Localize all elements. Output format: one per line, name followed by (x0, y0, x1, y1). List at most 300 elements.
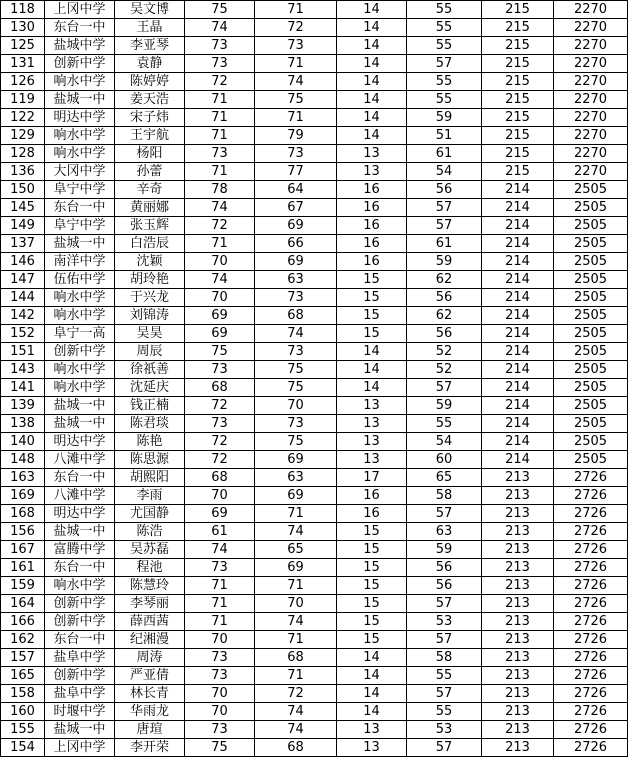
score-c-cell: 15 (337, 577, 407, 595)
total-score-cell: 214 (482, 361, 554, 379)
score-d-cell: 55 (407, 73, 482, 91)
overall-rank-cell: 2505 (554, 235, 628, 253)
rank-cell: 167 (1, 541, 45, 559)
score-b-cell: 74 (255, 523, 337, 541)
rank-cell: 151 (1, 343, 45, 361)
score-a-cell: 71 (185, 235, 255, 253)
score-c-cell: 14 (337, 703, 407, 721)
score-b-cell: 72 (255, 685, 337, 703)
score-d-cell: 61 (407, 145, 482, 163)
overall-rank-cell: 2505 (554, 433, 628, 451)
student-name-cell: 陈思源 (115, 451, 185, 469)
score-d-cell: 56 (407, 289, 482, 307)
rank-cell: 160 (1, 703, 45, 721)
score-a-cell: 70 (185, 487, 255, 505)
total-score-cell: 213 (482, 541, 554, 559)
total-score-cell: 213 (482, 559, 554, 577)
school-cell: 盐城一中 (45, 397, 115, 415)
rank-cell: 168 (1, 505, 45, 523)
student-name-cell: 周辰 (115, 343, 185, 361)
total-score-cell: 214 (482, 397, 554, 415)
school-cell: 盐城一中 (45, 235, 115, 253)
score-c-cell: 14 (337, 361, 407, 379)
overall-rank-cell: 2726 (554, 721, 628, 739)
table-row (1, 649, 628, 667)
rank-cell: 125 (1, 37, 45, 55)
rank-cell: 143 (1, 361, 45, 379)
student-name-cell: 孙蕾 (115, 163, 185, 181)
overall-rank-cell: 2726 (554, 595, 628, 613)
score-a-cell: 74 (185, 199, 255, 217)
table-row (1, 163, 628, 181)
rank-cell: 119 (1, 91, 45, 109)
overall-rank-cell: 2726 (554, 487, 628, 505)
school-cell: 阜宁一高 (45, 325, 115, 343)
overall-rank-cell: 2505 (554, 361, 628, 379)
score-b-cell: 75 (255, 433, 337, 451)
total-score-cell: 215 (482, 55, 554, 73)
score-a-cell: 68 (185, 469, 255, 487)
school-cell: 南洋中学 (45, 253, 115, 271)
score-a-cell: 72 (185, 433, 255, 451)
score-c-cell: 15 (337, 559, 407, 577)
score-d-cell: 56 (407, 577, 482, 595)
school-cell: 响水中学 (45, 73, 115, 91)
school-cell: 东台一中 (45, 559, 115, 577)
student-name-cell: 吴文博 (115, 1, 185, 19)
score-a-cell: 73 (185, 145, 255, 163)
score-b-cell: 74 (255, 613, 337, 631)
table-row (1, 325, 628, 343)
score-d-cell: 54 (407, 163, 482, 181)
score-a-cell: 70 (185, 631, 255, 649)
score-b-cell: 67 (255, 199, 337, 217)
school-cell: 上冈中学 (45, 739, 115, 757)
school-cell: 响水中学 (45, 577, 115, 595)
school-cell: 盐城中学 (45, 37, 115, 55)
school-cell: 创新中学 (45, 613, 115, 631)
rank-cell: 138 (1, 415, 45, 433)
score-c-cell: 16 (337, 505, 407, 523)
score-c-cell: 14 (337, 55, 407, 73)
score-d-cell: 55 (407, 1, 482, 19)
overall-rank-cell: 2726 (554, 685, 628, 703)
student-name-cell: 刘锦涛 (115, 307, 185, 325)
school-cell: 八滩中学 (45, 451, 115, 469)
overall-rank-cell: 2270 (554, 73, 628, 91)
student-name-cell: 袁静 (115, 55, 185, 73)
table-row (1, 505, 628, 523)
score-b-cell: 73 (255, 415, 337, 433)
score-c-cell: 14 (337, 667, 407, 685)
overall-rank-cell: 2270 (554, 37, 628, 55)
rank-cell: 146 (1, 253, 45, 271)
rank-cell: 144 (1, 289, 45, 307)
student-name-cell: 严亚倩 (115, 667, 185, 685)
score-d-cell: 55 (407, 667, 482, 685)
student-name-cell: 华雨龙 (115, 703, 185, 721)
score-d-cell: 57 (407, 55, 482, 73)
table-row (1, 703, 628, 721)
score-b-cell: 74 (255, 721, 337, 739)
total-score-cell: 214 (482, 415, 554, 433)
rank-cell: 165 (1, 667, 45, 685)
score-d-cell: 55 (407, 19, 482, 37)
overall-rank-cell: 2505 (554, 181, 628, 199)
score-b-cell: 69 (255, 217, 337, 235)
score-d-cell: 58 (407, 649, 482, 667)
student-name-cell: 吴昊 (115, 325, 185, 343)
rank-cell: 161 (1, 559, 45, 577)
student-name-cell: 张玉辉 (115, 217, 185, 235)
school-cell: 盐城一中 (45, 91, 115, 109)
score-b-cell: 73 (255, 343, 337, 361)
total-score-cell: 215 (482, 1, 554, 19)
school-cell: 明达中学 (45, 109, 115, 127)
total-score-cell: 215 (482, 37, 554, 55)
score-a-cell: 75 (185, 739, 255, 757)
score-a-cell: 69 (185, 307, 255, 325)
student-name-cell: 徐祇善 (115, 361, 185, 379)
score-b-cell: 73 (255, 145, 337, 163)
total-score-cell: 213 (482, 721, 554, 739)
total-score-cell: 215 (482, 73, 554, 91)
rank-cell: 139 (1, 397, 45, 415)
score-a-cell: 72 (185, 397, 255, 415)
table-row (1, 631, 628, 649)
score-c-cell: 14 (337, 91, 407, 109)
table-row (1, 271, 628, 289)
total-score-cell: 215 (482, 109, 554, 127)
score-a-cell: 71 (185, 127, 255, 145)
student-name-cell: 周涛 (115, 649, 185, 667)
student-name-cell: 李琴丽 (115, 595, 185, 613)
score-d-cell: 54 (407, 433, 482, 451)
table-row (1, 289, 628, 307)
table-row (1, 397, 628, 415)
student-name-cell: 林长青 (115, 685, 185, 703)
school-cell: 东台一中 (45, 19, 115, 37)
total-score-cell: 215 (482, 127, 554, 145)
overall-rank-cell: 2270 (554, 109, 628, 127)
student-name-cell: 钱正楠 (115, 397, 185, 415)
score-b-cell: 71 (255, 55, 337, 73)
student-name-cell: 胡熙阳 (115, 469, 185, 487)
school-cell: 响水中学 (45, 307, 115, 325)
score-d-cell: 59 (407, 541, 482, 559)
table-row (1, 145, 628, 163)
student-name-cell: 尤国静 (115, 505, 185, 523)
rank-cell: 154 (1, 739, 45, 757)
table-row (1, 199, 628, 217)
student-name-cell: 李雨 (115, 487, 185, 505)
student-name-cell: 李亚琴 (115, 37, 185, 55)
student-name-cell: 陈君琰 (115, 415, 185, 433)
score-b-cell: 73 (255, 289, 337, 307)
school-cell: 响水中学 (45, 379, 115, 397)
score-d-cell: 62 (407, 307, 482, 325)
score-a-cell: 72 (185, 451, 255, 469)
overall-rank-cell: 2505 (554, 397, 628, 415)
student-name-cell: 吴苏磊 (115, 541, 185, 559)
student-name-cell: 陈慧玲 (115, 577, 185, 595)
overall-rank-cell: 2726 (554, 649, 628, 667)
student-name-cell: 于兴龙 (115, 289, 185, 307)
score-a-cell: 75 (185, 343, 255, 361)
overall-rank-cell: 2726 (554, 523, 628, 541)
score-d-cell: 58 (407, 487, 482, 505)
table-row (1, 613, 628, 631)
student-name-cell: 陈艳 (115, 433, 185, 451)
total-score-cell: 213 (482, 631, 554, 649)
overall-rank-cell: 2505 (554, 253, 628, 271)
score-a-cell: 71 (185, 91, 255, 109)
score-a-cell: 72 (185, 217, 255, 235)
rank-cell: 169 (1, 487, 45, 505)
overall-rank-cell: 2726 (554, 631, 628, 649)
score-b-cell: 63 (255, 271, 337, 289)
school-cell: 盐阜中学 (45, 685, 115, 703)
overall-rank-cell: 2270 (554, 163, 628, 181)
total-score-cell: 214 (482, 235, 554, 253)
score-b-cell: 74 (255, 325, 337, 343)
table-row (1, 487, 628, 505)
score-d-cell: 60 (407, 451, 482, 469)
score-c-cell: 14 (337, 37, 407, 55)
score-a-cell: 73 (185, 361, 255, 379)
score-c-cell: 14 (337, 685, 407, 703)
score-c-cell: 16 (337, 199, 407, 217)
student-name-cell: 胡玲艳 (115, 271, 185, 289)
rank-cell: 159 (1, 577, 45, 595)
student-name-cell: 辛奇 (115, 181, 185, 199)
school-cell: 富腾中学 (45, 541, 115, 559)
score-b-cell: 75 (255, 379, 337, 397)
overall-rank-cell: 2505 (554, 325, 628, 343)
total-score-cell: 214 (482, 379, 554, 397)
student-name-cell: 姜天浩 (115, 91, 185, 109)
rank-cell: 128 (1, 145, 45, 163)
score-d-cell: 57 (407, 595, 482, 613)
school-cell: 盐城一中 (45, 721, 115, 739)
rank-cell: 156 (1, 523, 45, 541)
school-cell: 创新中学 (45, 667, 115, 685)
score-a-cell: 70 (185, 253, 255, 271)
rank-cell: 149 (1, 217, 45, 235)
student-name-cell: 宋子炜 (115, 109, 185, 127)
overall-rank-cell: 2270 (554, 127, 628, 145)
school-cell: 阜宁中学 (45, 181, 115, 199)
score-a-cell: 74 (185, 541, 255, 559)
score-a-cell: 73 (185, 667, 255, 685)
score-c-cell: 14 (337, 1, 407, 19)
score-a-cell: 71 (185, 613, 255, 631)
overall-rank-cell: 2726 (554, 739, 628, 757)
school-cell: 明达中学 (45, 505, 115, 523)
school-cell: 东台一中 (45, 631, 115, 649)
table-row (1, 577, 628, 595)
score-c-cell: 16 (337, 181, 407, 199)
total-score-cell: 213 (482, 739, 554, 757)
total-score-cell: 213 (482, 667, 554, 685)
score-c-cell: 15 (337, 541, 407, 559)
score-a-cell: 73 (185, 649, 255, 667)
score-c-cell: 15 (337, 523, 407, 541)
total-score-cell: 214 (482, 217, 554, 235)
score-c-cell: 16 (337, 253, 407, 271)
score-d-cell: 55 (407, 703, 482, 721)
student-name-cell: 杨阳 (115, 145, 185, 163)
rank-cell: 141 (1, 379, 45, 397)
table-row (1, 415, 628, 433)
score-table-body (1, 1, 628, 757)
overall-rank-cell: 2505 (554, 289, 628, 307)
student-name-cell: 王晶 (115, 19, 185, 37)
total-score-cell: 214 (482, 433, 554, 451)
overall-rank-cell: 2505 (554, 451, 628, 469)
total-score-cell: 213 (482, 469, 554, 487)
score-a-cell: 75 (185, 1, 255, 19)
table-row (1, 55, 628, 73)
table-row (1, 109, 628, 127)
school-cell: 盐城一中 (45, 523, 115, 541)
school-cell: 响水中学 (45, 145, 115, 163)
table-row (1, 217, 628, 235)
rank-cell: 140 (1, 433, 45, 451)
score-a-cell: 73 (185, 37, 255, 55)
rank-cell: 164 (1, 595, 45, 613)
total-score-cell: 214 (482, 451, 554, 469)
score-c-cell: 15 (337, 289, 407, 307)
table-row (1, 235, 628, 253)
score-c-cell: 15 (337, 595, 407, 613)
table-row (1, 91, 628, 109)
score-d-cell: 52 (407, 343, 482, 361)
rank-cell: 136 (1, 163, 45, 181)
school-cell: 明达中学 (45, 433, 115, 451)
total-score-cell: 213 (482, 523, 554, 541)
score-b-cell: 71 (255, 1, 337, 19)
score-b-cell: 68 (255, 307, 337, 325)
total-score-cell: 214 (482, 181, 554, 199)
rank-cell: 162 (1, 631, 45, 649)
overall-rank-cell: 2726 (554, 559, 628, 577)
score-b-cell: 71 (255, 667, 337, 685)
score-d-cell: 63 (407, 523, 482, 541)
score-d-cell: 56 (407, 181, 482, 199)
score-a-cell: 70 (185, 685, 255, 703)
total-score-cell: 213 (482, 703, 554, 721)
total-score-cell: 213 (482, 577, 554, 595)
score-b-cell: 69 (255, 559, 337, 577)
score-b-cell: 74 (255, 703, 337, 721)
total-score-cell: 215 (482, 91, 554, 109)
school-cell: 创新中学 (45, 55, 115, 73)
score-d-cell: 55 (407, 37, 482, 55)
rank-cell: 152 (1, 325, 45, 343)
student-name-cell: 唐瑄 (115, 721, 185, 739)
score-d-cell: 57 (407, 379, 482, 397)
score-d-cell: 62 (407, 271, 482, 289)
overall-rank-cell: 2726 (554, 613, 628, 631)
rank-cell: 118 (1, 1, 45, 19)
score-d-cell: 55 (407, 91, 482, 109)
total-score-cell: 213 (482, 595, 554, 613)
table-row (1, 343, 628, 361)
student-name-cell: 陈婷婷 (115, 73, 185, 91)
school-cell: 东台一中 (45, 199, 115, 217)
rank-cell: 157 (1, 649, 45, 667)
school-cell: 伍佑中学 (45, 271, 115, 289)
score-c-cell: 15 (337, 613, 407, 631)
overall-rank-cell: 2270 (554, 55, 628, 73)
score-a-cell: 73 (185, 55, 255, 73)
school-cell: 大冈中学 (45, 163, 115, 181)
score-c-cell: 14 (337, 127, 407, 145)
score-b-cell: 69 (255, 487, 337, 505)
score-c-cell: 13 (337, 739, 407, 757)
score-d-cell: 57 (407, 631, 482, 649)
total-score-cell: 213 (482, 613, 554, 631)
score-b-cell: 70 (255, 397, 337, 415)
score-b-cell: 69 (255, 451, 337, 469)
total-score-cell: 213 (482, 685, 554, 703)
score-b-cell: 75 (255, 361, 337, 379)
overall-rank-cell: 2270 (554, 1, 628, 19)
table-row (1, 739, 628, 757)
overall-rank-cell: 2505 (554, 199, 628, 217)
score-b-cell: 63 (255, 469, 337, 487)
score-c-cell: 14 (337, 109, 407, 127)
table-row (1, 253, 628, 271)
score-a-cell: 74 (185, 271, 255, 289)
student-name-cell: 薛西茜 (115, 613, 185, 631)
table-row (1, 667, 628, 685)
school-cell: 盐城一中 (45, 415, 115, 433)
school-cell: 上冈中学 (45, 1, 115, 19)
score-c-cell: 14 (337, 649, 407, 667)
score-d-cell: 55 (407, 415, 482, 433)
score-d-cell: 57 (407, 505, 482, 523)
score-b-cell: 69 (255, 253, 337, 271)
overall-rank-cell: 2505 (554, 217, 628, 235)
score-d-cell: 57 (407, 739, 482, 757)
table-row (1, 127, 628, 145)
score-b-cell: 79 (255, 127, 337, 145)
score-c-cell: 13 (337, 721, 407, 739)
student-name-cell: 王宇航 (115, 127, 185, 145)
score-a-cell: 61 (185, 523, 255, 541)
score-c-cell: 17 (337, 469, 407, 487)
school-cell: 东台一中 (45, 469, 115, 487)
total-score-cell: 214 (482, 253, 554, 271)
overall-rank-cell: 2505 (554, 307, 628, 325)
score-a-cell: 70 (185, 289, 255, 307)
table-row (1, 379, 628, 397)
student-name-cell: 沈延庆 (115, 379, 185, 397)
rank-cell: 137 (1, 235, 45, 253)
score-b-cell: 68 (255, 739, 337, 757)
school-cell: 盐阜中学 (45, 649, 115, 667)
total-score-cell: 215 (482, 163, 554, 181)
score-b-cell: 71 (255, 631, 337, 649)
score-a-cell: 70 (185, 703, 255, 721)
rank-cell: 155 (1, 721, 45, 739)
total-score-cell: 215 (482, 145, 554, 163)
score-c-cell: 15 (337, 325, 407, 343)
score-b-cell: 77 (255, 163, 337, 181)
overall-rank-cell: 2505 (554, 379, 628, 397)
